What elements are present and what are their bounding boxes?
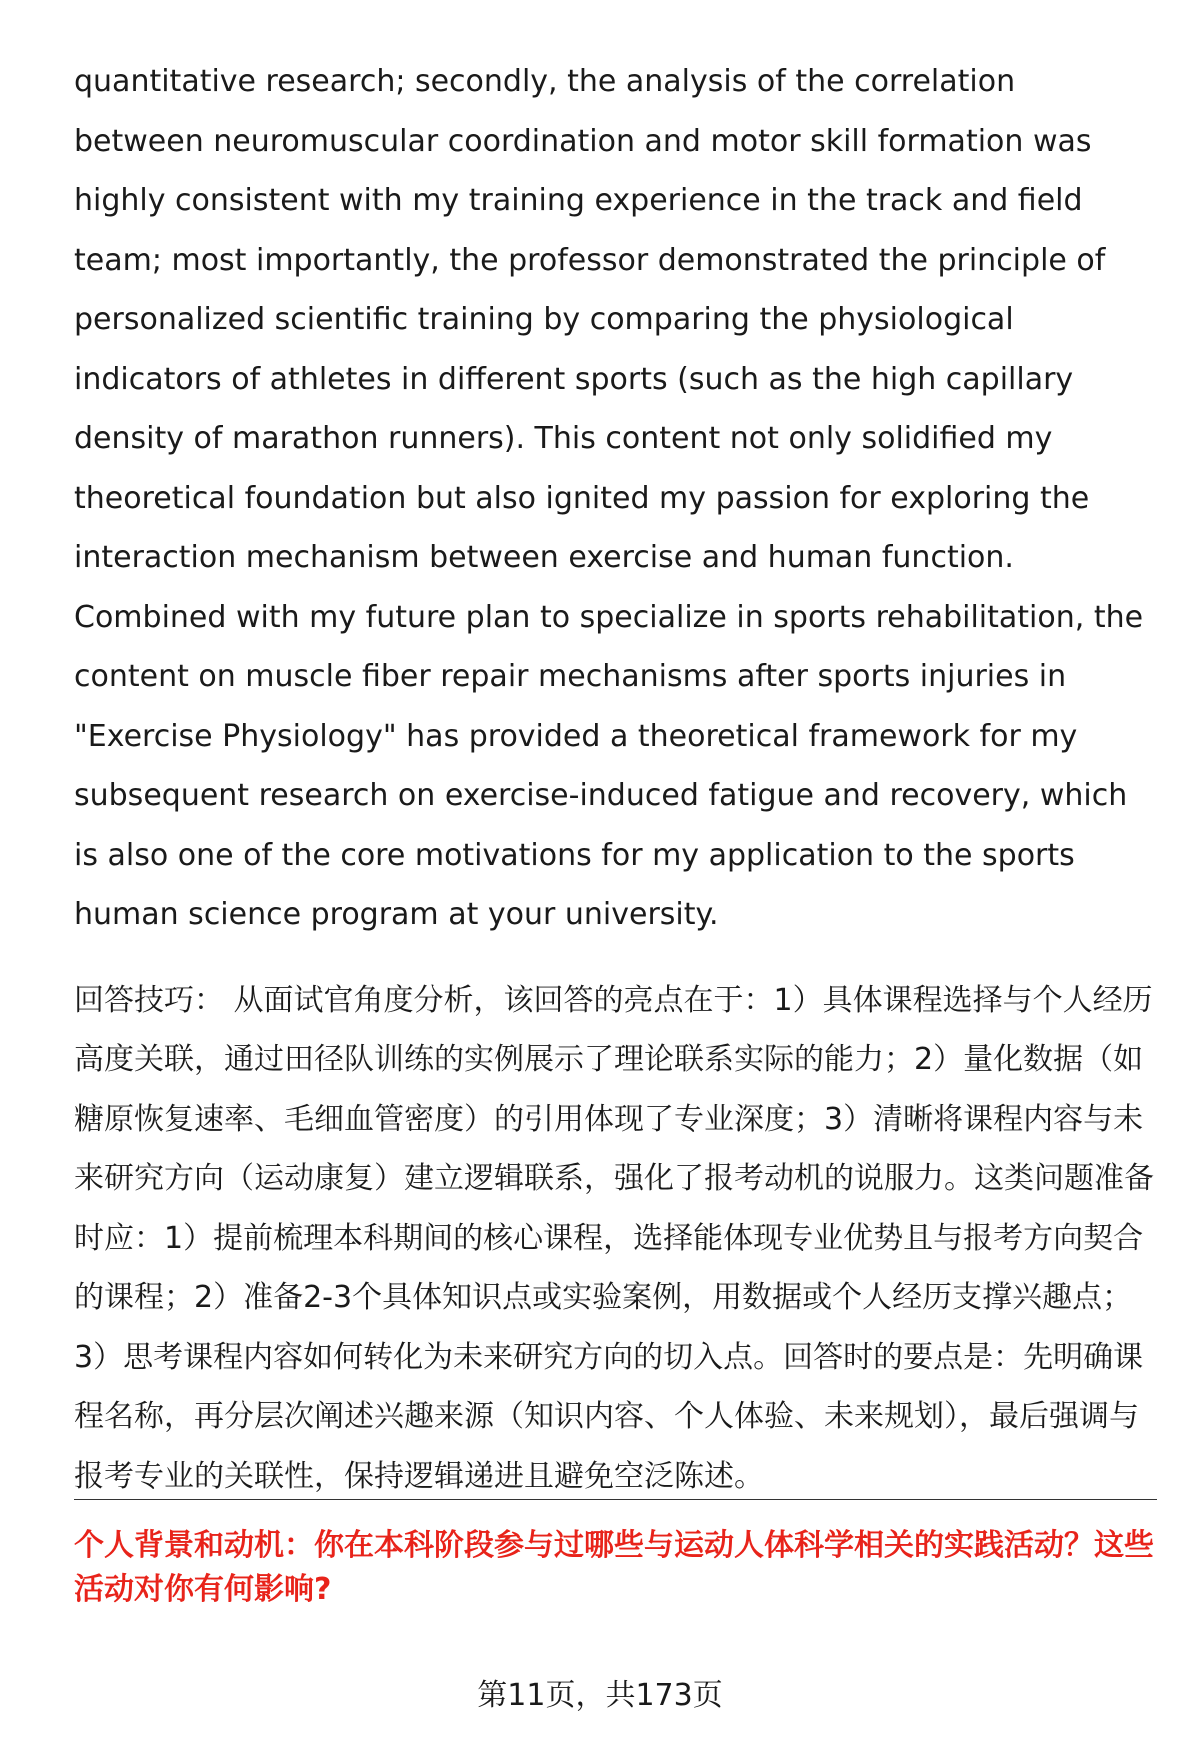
section-divider [74, 1499, 1157, 1500]
page-content [74, 52, 1154, 1506]
answer-tips-paragraph: 回答技巧： 从面试官角度分析，该回答的亮点在于：1）具体课程选择与个人经历高度关联，通过田径队训练的实例展示了理论联系实际的能力；2）量化数据（如糖原恢复速率、毛细血管密度）的引用体现了专业深度；3）清晰将课程内容与未来研究方向（运动康复）建立逻辑联系，强化了报考动机的说服力。这类问题准备时应：1）提前梳理本科期间的核心课程，选择能体现专业优势且与报考方向契合的课程；2）准备2-3个具体知识点或实验案例，用数据或个人经历支撑兴趣点；3）思考课程内容如何转化为未来研究方向的切入点。回答时的要点是：先明确课程名称，再分层次阐述兴趣来源（知识内容、个人体验、未来规划），最后强调与报考专业的关联性，保持逻辑递进且避免空泛陈述。 [74, 982, 1154, 1494]
answer-paragraph: quantitative research; secondly, the analysis of the correlation between neuromuscular coordination and motor skill formation was highly consistent with my training experience in the track and field team; most importantly, the professor demonstrated the principle of personalized scientific training by comparing the physiological indicators of athletes in different sports (such as the high capillary density of marathon runners). This content not only solidified my theoretical foundation but also ignited my passion for exploring the interaction mechanism between exercise and human function. Combined with my future plan to specialize in sports rehabilitation, the content on muscle fiber repair mechanisms after sports injuries in "Exercise Physiology" has provided a theoretical framework for my subsequent research on exercise-induced fatigue and recovery, which is also one of the core motivations for my application to the sports human science program at your university. [74, 64, 1144, 932]
page-number: 第11页，共173页 [477, 1678, 723, 1713]
next-question-heading: 个人背景和动机：你在本科阶段参与过哪些与运动人体科学相关的实践活动？这些活动对你有何影响? [74, 1528, 1154, 1607]
